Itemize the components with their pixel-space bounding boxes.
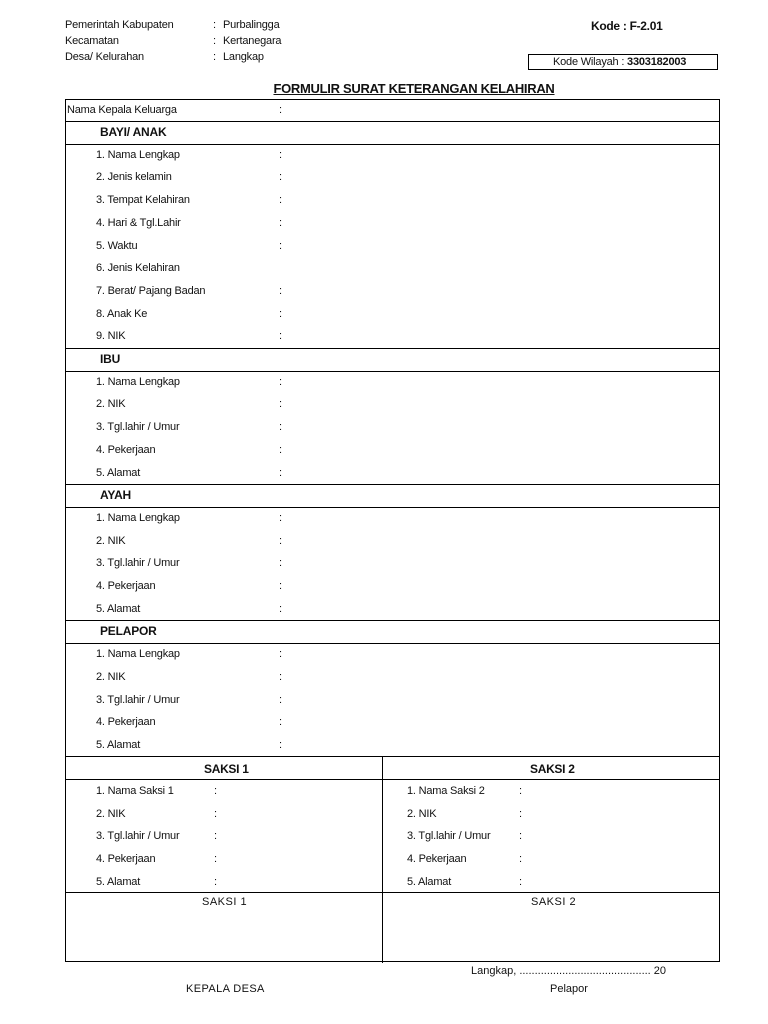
field-row-pelapor[interactable] — [66, 644, 719, 666]
field-row-bayi[interactable] — [66, 326, 719, 348]
field-colon: : — [519, 853, 522, 866]
field-row-bayi[interactable] — [66, 145, 719, 167]
field-colon: : — [279, 421, 282, 434]
saksi-divider — [382, 757, 383, 963]
field-row-bayi[interactable] — [66, 281, 719, 303]
saksi1-field-label[interactable]: 5. Alamat — [96, 875, 141, 888]
header-info — [65, 19, 365, 67]
section-title: BAYI/ ANAK — [100, 125, 167, 139]
field-label: 1. Nama Lengkap — [96, 648, 180, 661]
field-colon: : — [279, 148, 282, 161]
field-label: 2. NIK — [96, 670, 126, 683]
divider — [66, 756, 719, 757]
field-row-bayi[interactable] — [66, 304, 719, 326]
saksi1-signature-label: SAKSI 1 — [202, 896, 248, 908]
field-row-ibu[interactable] — [66, 417, 719, 439]
field-colon: : — [279, 171, 282, 184]
field-row-bayi[interactable] — [66, 167, 719, 189]
saksi2-field-label[interactable]: 2. NIK — [407, 807, 437, 820]
field-label: 6. Jenis Kelahiran — [96, 262, 180, 275]
field-colon: : — [279, 693, 282, 706]
field-label: 1. Nama Lengkap — [96, 375, 180, 388]
divider — [66, 892, 719, 893]
field-row-pelapor[interactable] — [66, 667, 719, 689]
section-title: AYAH — [100, 488, 131, 503]
kepala-keluarga-row[interactable] — [66, 100, 719, 122]
kode-wilayah-box — [528, 54, 718, 70]
form-frame — [65, 99, 720, 962]
saksi2-field-label[interactable]: 3. Tgl.lahir / Umur — [407, 830, 491, 843]
field-colon: : — [279, 602, 282, 615]
field-colon: : — [279, 216, 282, 229]
field-row-ayah[interactable] — [66, 599, 719, 621]
saksi2-field-label[interactable]: 5. Alamat — [407, 875, 452, 888]
header-colon: : — [213, 19, 216, 31]
field-label: 1. Nama Lengkap — [96, 511, 180, 524]
field-row-ayah[interactable] — [66, 576, 719, 598]
field-colon: : — [279, 511, 282, 524]
header-row-kecamatan — [65, 35, 365, 51]
field-colon: : — [214, 875, 217, 888]
field-label: 5. Alamat — [96, 602, 141, 615]
saksi2-heading: SAKSI 2 — [530, 762, 575, 776]
header-colon: : — [213, 51, 216, 63]
field-colon: : — [279, 194, 282, 207]
field-colon: : — [279, 534, 282, 547]
header-row-desa — [65, 51, 365, 67]
field-row-bayi[interactable] — [66, 213, 719, 235]
field-colon: : — [214, 830, 217, 843]
field-label: 3. Tgl.lahir / Umur — [96, 557, 180, 570]
field-label: 5. Alamat — [96, 738, 141, 751]
saksi2-field-label[interactable]: 4. Pekerjaan — [407, 853, 467, 866]
field-label: 5. Waktu — [96, 239, 138, 252]
field-colon: : — [214, 785, 217, 797]
field-label: 4. Pekerjaan — [96, 580, 156, 592]
field-label: 4. Hari & Tgl.Lahir — [96, 216, 181, 229]
field-label: 4. Pekerjaan — [96, 716, 156, 729]
field-row-pelapor[interactable] — [66, 690, 719, 712]
section-heading-ibu — [66, 349, 719, 371]
field-label: 3. Tempat Kelahiran — [96, 194, 190, 207]
kode-wilayah-value: 3303182003 — [627, 56, 687, 68]
field-colon: : — [279, 557, 282, 570]
field-label: 1. Nama Lengkap — [96, 148, 180, 161]
field-colon: : — [279, 375, 282, 388]
field-row-ayah[interactable] — [66, 553, 719, 575]
field-label: 3. Tgl.lahir / Umur — [96, 421, 180, 434]
field-row-ayah[interactable] — [66, 508, 719, 530]
field-label: 2. NIK — [96, 398, 126, 411]
field-colon: : — [279, 398, 282, 411]
field-colon: : — [279, 716, 282, 729]
field-row-ibu[interactable] — [66, 440, 719, 462]
field-colon: : — [279, 738, 282, 751]
section-heading-bayi — [66, 122, 719, 144]
field-label: 3. Tgl.lahir / Umur — [96, 693, 180, 706]
field-label: 8. Anak Ke — [96, 307, 148, 320]
divider — [66, 779, 719, 780]
header-value: Kertanegara — [223, 35, 282, 47]
header-value: Langkap — [223, 51, 264, 63]
field-row-pelapor[interactable] — [66, 735, 719, 757]
section-title: PELAPOR — [100, 624, 157, 639]
form-code: Kode : F-2.01 — [591, 19, 663, 33]
field-colon: : — [279, 443, 282, 456]
header-row-kabupaten — [65, 19, 365, 35]
field-row-bayi[interactable] — [66, 258, 719, 280]
field-colon: : — [279, 648, 282, 661]
field-row-bayi[interactable] — [66, 236, 719, 258]
header-label: Desa/ Kelurahan — [65, 51, 144, 63]
header-label: Pemerintah Kabupaten — [65, 19, 174, 31]
field-colon: : — [214, 807, 217, 820]
field-colon: : — [519, 875, 522, 888]
field-colon: : — [279, 330, 282, 343]
field-label: 2. Jenis kelamin — [96, 171, 172, 184]
field-row-pelapor[interactable] — [66, 712, 719, 734]
saksi2-field-label[interactable]: 1. Nama Saksi 2 — [407, 785, 485, 797]
field-colon: : — [519, 830, 522, 843]
field-row-ayah[interactable] — [66, 531, 719, 553]
field-label: 9. NIK — [96, 330, 126, 343]
field-colon: : — [279, 580, 282, 592]
date-line: Langkap, ........................................... 20 — [471, 965, 667, 977]
saksi1-field-label[interactable]: 1. Nama Saksi 1 — [96, 785, 174, 797]
field-label: 7. Berat/ Pajang Badan — [96, 284, 206, 297]
saksi1-field-label[interactable]: 2. NIK — [96, 807, 126, 820]
saksi2-signature-label: SAKSI 2 — [531, 896, 577, 908]
field-colon: : — [519, 807, 522, 820]
saksi1-field-label[interactable]: 4. Pekerjaan — [96, 853, 156, 866]
field-colon: : — [279, 104, 282, 116]
section-title: IBU — [100, 352, 121, 366]
header-label: Kecamatan — [65, 35, 119, 47]
header-colon: : — [213, 35, 216, 47]
section-heading-pelapor — [66, 621, 719, 643]
kode-wilayah-label: Kode Wilayah : — [553, 56, 625, 68]
saksi1-heading: SAKSI 1 — [204, 762, 249, 776]
saksi1-field-label[interactable]: 3. Tgl.lahir / Umur — [96, 830, 180, 843]
field-label: 5. Alamat — [96, 466, 141, 479]
field-colon: : — [279, 307, 282, 320]
field-colon: : — [279, 239, 282, 252]
field-label: 4. Pekerjaan — [96, 443, 156, 456]
field-row-ibu[interactable] — [66, 372, 719, 394]
field-colon: : — [279, 466, 282, 479]
field-row-ibu[interactable] — [66, 463, 719, 485]
pelapor-label: Pelapor — [550, 983, 588, 995]
field-colon: : — [214, 853, 217, 866]
field-row-bayi[interactable] — [66, 190, 719, 212]
field-row-ibu[interactable] — [66, 394, 719, 416]
header-value: Purbalingga — [223, 19, 280, 31]
section-heading-ayah — [66, 485, 719, 507]
field-colon: : — [279, 284, 282, 297]
field-colon: : — [279, 670, 282, 683]
field-label: 2. NIK — [96, 534, 126, 547]
field-colon: : — [519, 785, 522, 797]
form-title: FORMULIR SURAT KETERANGAN KELAHIRAN — [273, 81, 555, 96]
field-label: Nama Kepala Keluarga — [67, 104, 177, 116]
kepala-desa-label: KEPALA DESA — [186, 983, 265, 995]
